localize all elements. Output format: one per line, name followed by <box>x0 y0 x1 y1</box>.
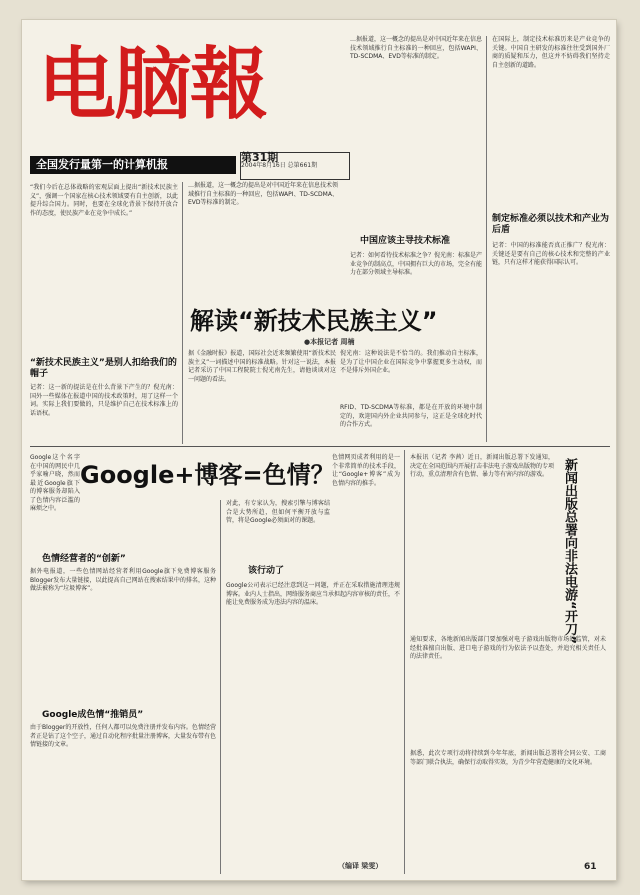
main-body2: 倪光南：这种说法是不恰当的。我们推动自主标准，是为了让中国企业在国际竞争中掌握更多主动权，而不是排斥外国企业。 <box>340 350 482 374</box>
main-body3: RFID、TD-SCDMA等标准，都是在开放的环境中制定的，欢迎国内外企业共同参与，这正是全球化时代的合作方式。 <box>340 404 482 428</box>
far-right-body: 在国际上，制定技术标准历来是产业竞争的关键。中国自主研发的标准往往受到国外厂商的质疑和压力，但这并不妨碍我们坚持走自主创新的道路。 <box>492 36 610 69</box>
main-headline: 解读“新技术民族主义” <box>190 307 438 335</box>
column-rule <box>220 500 221 874</box>
google-signature: （编译 梁雯） <box>338 862 383 870</box>
top-mid-text: …据报道，这一概念的提出是对中国近年来在信息技术领域推行自主标准的一种回应，包括WAPI、TD-SCDMA、EVD等标准的制定。 <box>188 182 339 206</box>
section-rule <box>30 446 610 447</box>
bulletin-body: 本报讯（记者 李茜）近日，新闻出版总署下发通知，决定在全国范围内开展打击非法电子游戏出版物的专项行动，重点清理含有色情、暴力等有害内容的游戏。 <box>410 454 555 478</box>
bulletin-title: 新闻出版总署向非法电游“开刀” <box>562 458 577 645</box>
masthead-title: 电脑報 <box>38 39 267 130</box>
google-subhead-2: Google成色情“推销员” <box>42 710 144 720</box>
google-headline: Google+博客=色情？ <box>80 461 335 489</box>
issue-box <box>240 152 350 180</box>
page-number: 61 <box>584 862 597 872</box>
main-byline: ●本报记者 周楠 <box>304 338 355 346</box>
bulletin-body2: 通知要求，各地新闻出版部门要加强对电子游戏出版物市场的监管，对未经批准擅自出版、进口电子游戏的行为依法予以查处，并追究相关责任人的法律责任。 <box>410 636 606 660</box>
top-left-subhead: “新技术民族主义”是别人扣给我们的帽子 <box>30 358 177 379</box>
issue-number: 第31期 <box>241 151 279 164</box>
google-subhead-3: 该行动了 <box>248 566 285 576</box>
main-body: 据《金融时报》报道，国际社会近来频繁使用“新技术民族主义”一词描述中国的标准战略。针对这一说法，本报记者采访了中国工程院院士倪光南先生，请他谈谈对这一问题的看法。 <box>188 350 336 383</box>
top-right-body2: 记者：如何看待技术标准之争？倪光南：标准是产业竞争的制高点，中国拥有巨大的市场，完全有能力在部分领域主导标准。 <box>350 252 483 276</box>
google-intro: Google这个名字在中国的网民中几乎家喻户晓，然而最近Google旗下的博客服务却陷入了色情内容泛滥的麻烦之中。 <box>30 454 80 512</box>
top-left-body2: 记者：这一新的提法是在什么背景下产生的？倪光南：国外一些媒体在报道中国的技术政策时，用了这样一个词。实际上我们要做的，只是维护自己在技术标准上的话语权。 <box>30 384 178 417</box>
newspaper-page <box>22 20 616 880</box>
far-right-body2: 记者：中国的标准能否真正推广？倪光南：关键还是要有自己的核心技术和完整的产业链，只有这样才能获得国际认可。 <box>492 242 610 266</box>
google-sidenote: 色情网页成者利用的是一个非常简单的技术手段，让“Google+博客”成为色情内容的推手。 <box>332 454 400 487</box>
issue-meta: 2004年8月16日 总第661期 <box>241 162 318 169</box>
google-body-3: Google公司表示已经注意到这一问题，并正在采取措施清理违规博客。业内人士指出，网络服务商应当承担起内容审核的责任，不能让免费服务成为违法内容的温床。 <box>226 582 401 606</box>
top-right-body: …据报道，这一概念的提出是对中国近年来在信息技术领域推行自主标准的一种回应，包括WAPI、TD-SCDMA、EVD等标准的制定。 <box>350 36 483 60</box>
masthead-slogan: 全国发行量第一的计算机报 <box>30 156 236 174</box>
column-rule <box>182 182 183 444</box>
far-right-subhead: 制定标准必须以技术和产业为后盾 <box>492 214 610 235</box>
column-rule <box>486 36 487 442</box>
top-right-subhead: 中国应该主导技术标准 <box>360 236 451 246</box>
google-body-2: 由于Blogger的开放性，任何人都可以免费注册并发布内容。色情经营者正是钻了这个空子，通过自动化程序批量注册博客，大量发布带有色情链接的文章。 <box>30 724 217 748</box>
top-left-body: “我们今后在总体战略的宏观层面上提出“新技术民族主义”，强调一个国家在核心技术领域要有自主创新，以此提升综合国力。同时，也要在全球化背景下保持开放合作的态度，使民族产业在竞争中成长。” <box>30 184 178 217</box>
google-body-mid: 对此，有专家认为，搜索引擎与博客结合是大势所趋，但如何平衡开放与监管，将是Google必须面对的课题。 <box>226 500 330 524</box>
google-body-1: 据外电报道，一些色情网站经营者利用Google旗下免费博客服务Blogger发布大量链接，以此提高自己网站在搜索结果中的排名，这种做法被称为“垃圾博客”。 <box>30 568 216 592</box>
google-subhead-1: 色情经营者的“创新” <box>42 554 126 564</box>
bulletin-body3: 据悉，此次专项行动将持续到今年年底，新闻出版总署将会同公安、工商等部门联合执法，确保行动取得实效，为青少年营造健康的文化环境。 <box>410 750 606 766</box>
column-rule <box>404 450 405 874</box>
